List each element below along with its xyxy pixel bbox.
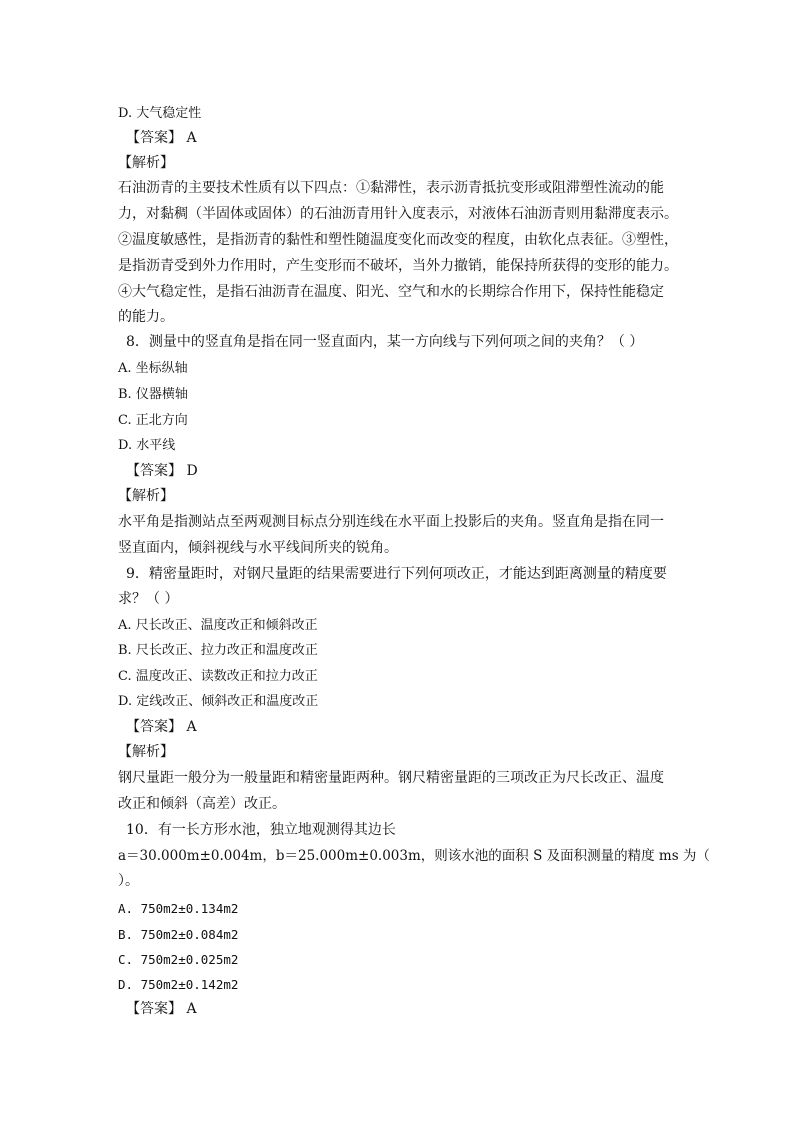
- q8-option-d: D. 水平线: [118, 438, 176, 453]
- q8-answer: 【答案】 D: [126, 463, 198, 479]
- q8-analysis-line-1: 水平角是指测站点至两观测目标点分别连线在水平面上投影后的夹角。竖直角是指在同一: [118, 514, 664, 530]
- q10-option-a: A. 750m2±0.134m2: [118, 901, 239, 916]
- q9-option-b: B. 尺长改正、拉力改正和温度改正: [118, 643, 318, 658]
- q9-answer: 【答案】 A: [126, 719, 197, 735]
- q10-option-c: C. 750m2±0.025m2: [118, 952, 239, 967]
- q9-option-d: D. 定线改正、倾斜改正和温度改正: [118, 694, 319, 709]
- q9-analysis-line-2: 改正和倾斜（高差）改正。: [118, 796, 286, 812]
- q10-stem-line-3: ）。: [118, 873, 139, 889]
- q7-analysis-line-1: 石油沥青的主要技术性质有以下四点：①黏滞性，表示沥青抵抗变形或阻滞塑性流动的能: [118, 180, 664, 196]
- q9-analysis-label: 【解析】: [118, 744, 174, 760]
- q7-answer: 【答案】 A: [126, 130, 197, 146]
- q10-option-b: B. 750m2±0.084m2: [118, 927, 239, 942]
- q8-option-a: A. 坐标纵轴: [118, 361, 188, 376]
- q8-option-b: B. 仪器横轴: [118, 387, 188, 402]
- q10-answer: 【答案】 A: [126, 1001, 197, 1017]
- q7-analysis-line-2: 力，对黏稠（半固体或固体）的石油沥青用针入度表示，对液体石油沥青则用黏滞度表示。: [118, 206, 678, 222]
- q10-option-d: D. 750m2±0.142m2: [118, 977, 239, 992]
- q10-stem-line-1: 10．有一长方形水池，独立地观测得其边长: [126, 822, 396, 838]
- q9-option-c: C. 温度改正、读数改正和拉力改正: [118, 669, 318, 684]
- q8-analysis-label: 【解析】: [118, 488, 174, 504]
- q8-analysis-line-2: 竖直面内，倾斜视线与水平线间所夹的锐角。: [118, 540, 398, 556]
- q7-option-d: D. 大气稳定性: [118, 106, 202, 121]
- q9-analysis-line-1: 钢尺量距一般分为一般量距和精密量距两种。钢尺精密量距的三项改正为尺长改正、温度: [118, 770, 664, 786]
- q9-stem-line-1: 9．精密量距时，对钢尺量距的结果需要进行下列何项改正，才能达到距离测量的精度要: [126, 566, 667, 582]
- q10-stem-line-2: a＝30.000m±0.004m，b＝25.000m±0.003m，则该水池的面积 S 及面积测量的精度 ms 为（: [118, 848, 710, 864]
- q7-analysis-line-5: ④大气稳定性，是指石油沥青在温度、阳光、空气和水的长期综合作用下，保持性能稳定: [118, 284, 664, 300]
- q7-analysis-line-6: 的能力。: [118, 309, 174, 325]
- q9-stem-line-2: 求？（ ）: [118, 591, 179, 607]
- q8-stem: 8．测量中的竖直角是指在同一竖直面内，某一方向线与下列何项之间的夹角？（ ）: [126, 334, 644, 350]
- q7-analysis-label: 【解析】: [118, 155, 174, 171]
- q7-analysis-line-3: ②温度敏感性，是指沥青的黏性和塑性随温度变化而改变的程度，由软化点表征。③塑性，: [118, 232, 678, 248]
- q9-option-a: A. 尺长改正、温度改正和倾斜改正: [118, 618, 318, 633]
- q7-analysis-line-4: 是指沥青受到外力作用时，产生变形而不破坏，当外力撤销，能保持所获得的变形的能力。: [118, 258, 678, 274]
- q8-option-c: C. 正北方向: [118, 413, 188, 428]
